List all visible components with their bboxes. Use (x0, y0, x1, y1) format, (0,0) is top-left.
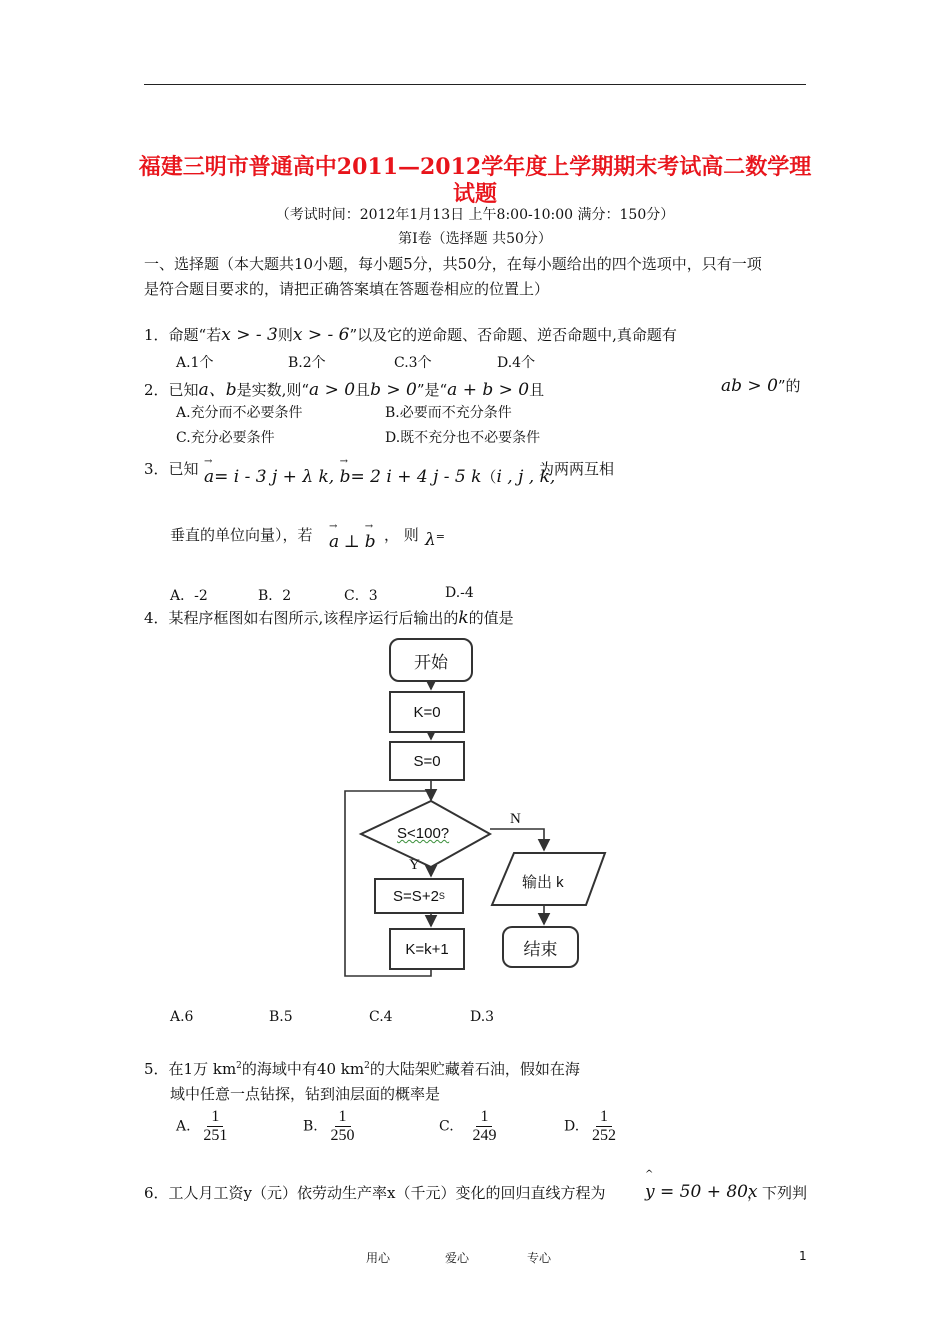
q5-option-b-fraction (331, 1108, 355, 1145)
q3-option-c: C．3 (344, 588, 378, 604)
q5-option-b (303, 1108, 355, 1145)
fraction-denominator: 252 (591, 1127, 616, 1144)
q1-number: 1． (144, 326, 169, 344)
q3-line2-pre: 垂直的单位向量），若 (170, 526, 313, 544)
footer-item-2: 爱心 (445, 1251, 470, 1265)
q4-option-c: C.4 (369, 1009, 393, 1025)
q6-equation: y = 50 + 80x (645, 1182, 758, 1202)
q5-number: 5． (144, 1060, 169, 1078)
intro-line1: 一、选择题（本大题共10小题，每小题5分，共50分，在每小题给出的四个选项中，只有一项 (144, 255, 762, 273)
q2-and1: 且 (355, 381, 371, 399)
q5-option-a-fraction (203, 1108, 227, 1145)
q2-option-b: B.必要而不充分条件 (385, 405, 512, 421)
q6-post: ，下列判 (747, 1184, 808, 1202)
q1-post: ”以及它的逆命题、否命题、逆否命题中,真命题有 (349, 326, 677, 344)
q5-sup2: 2 (364, 1061, 370, 1071)
q5-option-a (176, 1108, 227, 1145)
condition-text (397, 825, 449, 842)
fraction-denominator: 249 (472, 1127, 497, 1144)
q1-mid: 则 (277, 326, 293, 344)
q4-number: 4． (144, 609, 169, 627)
no-label: N (510, 811, 521, 827)
q6-number: 6． (144, 1184, 169, 1202)
q5-option-d (564, 1108, 616, 1145)
q2-number: 2． (144, 381, 169, 399)
fraction-denominator: 251 (203, 1127, 228, 1144)
q4-post: 的值是 (468, 609, 514, 627)
end-node: 结束 (502, 926, 579, 968)
question-5-line2: 域中任意一点钻探，钻到油层面的概率是 (170, 1085, 441, 1103)
s-update-label: S=S+2 (393, 887, 439, 905)
vector-a-symbol: → a (204, 467, 214, 487)
q6-text: 工人月工资y（元）依劳动生产率x（千元）变化的回归直线方程为 (168, 1184, 606, 1202)
q2-and2: 且 (529, 381, 545, 399)
q4-var: k (458, 608, 469, 628)
q2-mid2: ”是“ (416, 381, 448, 399)
q5-post: 的大陆架贮藏着石油，假如在海 (369, 1060, 580, 1078)
q3-option-d: D.-4 (445, 585, 474, 601)
q1-cond: x > - 3 (221, 325, 278, 345)
s-init-box: S=0 (389, 741, 465, 781)
question-6 (144, 1182, 605, 1203)
q3-number: 3． (144, 460, 169, 478)
q2-cond4: ab > 0 (721, 376, 778, 396)
q3-paren-open: （ (481, 468, 497, 486)
q5-option-b-label: B. (303, 1118, 318, 1135)
yes-label: Y (409, 857, 420, 873)
exam-info: （考试时间：2012年1月13日 上午8:00-10:00 满分：150分） (275, 207, 675, 223)
q6-hat: ^ (645, 1169, 654, 1180)
q1-pre: 命题“若 (168, 326, 222, 344)
q4-option-b: B.5 (269, 1009, 293, 1025)
footer-item-1: 用心 (366, 1251, 391, 1265)
k-update-box: K=k+1 (389, 928, 465, 970)
vector-b-symbol: → b (340, 467, 351, 487)
q2-mid1: 是实数,则“ (236, 381, 310, 399)
fraction-numerator: 1 (335, 1108, 351, 1127)
fraction-denominator: 250 (330, 1127, 355, 1144)
document-title-line2: 试题 (452, 181, 497, 207)
start-node: 开始 (389, 638, 473, 682)
s-update-box (374, 878, 464, 914)
q3-units: i , j , k, (496, 467, 556, 487)
fraction-numerator: 1 (207, 1108, 223, 1127)
q2-vars: a、b (198, 380, 237, 400)
q3-option-a: A．-2 (170, 588, 208, 604)
q5-pre: 在1万 km (168, 1060, 237, 1078)
q5-option-a-label: A. (176, 1118, 191, 1135)
q3-line2-mid: ， 则 (384, 526, 419, 544)
q2-cond1: a > 0 (309, 380, 356, 400)
footer-item-3: 专心 (527, 1251, 552, 1265)
section-title: 第Ⅰ卷（选择题 共50分） (398, 231, 552, 247)
q5-option-c-fraction (472, 1108, 496, 1145)
q4-option-a: A.6 (170, 1009, 194, 1025)
q2-cond2: b > 0 (370, 380, 417, 400)
intro-line2: 是符合题目要求的，请把正确答案填在答题卷相应的位置上） (144, 280, 550, 298)
q3-pre: 已知 (168, 460, 199, 478)
q1-option-b: B.2个 (288, 355, 326, 371)
condition-label: S<100? (397, 825, 450, 842)
q3-expr-a: = i - 3 j + λ k, (214, 467, 340, 487)
q2-cond3: a + b > 0 (447, 380, 530, 400)
q2-pre: 已知 (168, 381, 199, 399)
q1-option-a: A.1个 (176, 355, 214, 371)
q2-post: ”的 (777, 377, 801, 395)
question-5-line1 (144, 1058, 580, 1079)
q3-perp: ⊥ (343, 532, 360, 552)
q3-eq: = (435, 530, 445, 543)
fraction-numerator: 1 (596, 1108, 612, 1127)
q5-option-d-label: D. (564, 1118, 580, 1135)
q1-option-d: D.4个 (497, 355, 536, 371)
s-update-sup: S (438, 891, 445, 901)
q5-option-c (439, 1108, 496, 1145)
q3-lambda: λ (425, 530, 436, 550)
page-number: 1 (799, 1249, 807, 1263)
q4-option-d: D.3 (470, 1009, 495, 1025)
q3-post: 为两两互相 (539, 460, 615, 478)
q5-option-d-fraction (592, 1108, 616, 1145)
q2-option-c: C.充分必要条件 (176, 430, 275, 446)
vector-b-symbol-2: → b (365, 532, 376, 552)
k-init-box: K=0 (389, 691, 465, 733)
q4-text: 某程序框图如右图所示,该程序运行后输出的 (168, 609, 459, 627)
fraction-numerator: 1 (476, 1108, 492, 1127)
q5-mid: 的海域中有40 km (241, 1060, 365, 1078)
q2-option-d: D.既不充分也不必要条件 (385, 430, 541, 446)
arrow-cond-no (490, 829, 544, 850)
q3-expr-b: = 2 i + 4 j - 5 k (350, 467, 482, 487)
output-label: 输出 k (522, 874, 564, 891)
document-title-line1: 福建三明市普通高中2011—2012学年度上学期期末考试高二数学理 (138, 154, 812, 180)
q5-option-c-label: C. (439, 1118, 454, 1135)
q3-option-b: B．2 (258, 588, 292, 604)
q1-concl: x > - 6 (292, 325, 350, 345)
q5-sup1: 2 (236, 1061, 242, 1071)
q1-option-c: C.3个 (394, 355, 432, 371)
q2-option-a: A.充分而不必要条件 (176, 405, 303, 421)
vector-a-symbol-2: → a (329, 532, 339, 552)
